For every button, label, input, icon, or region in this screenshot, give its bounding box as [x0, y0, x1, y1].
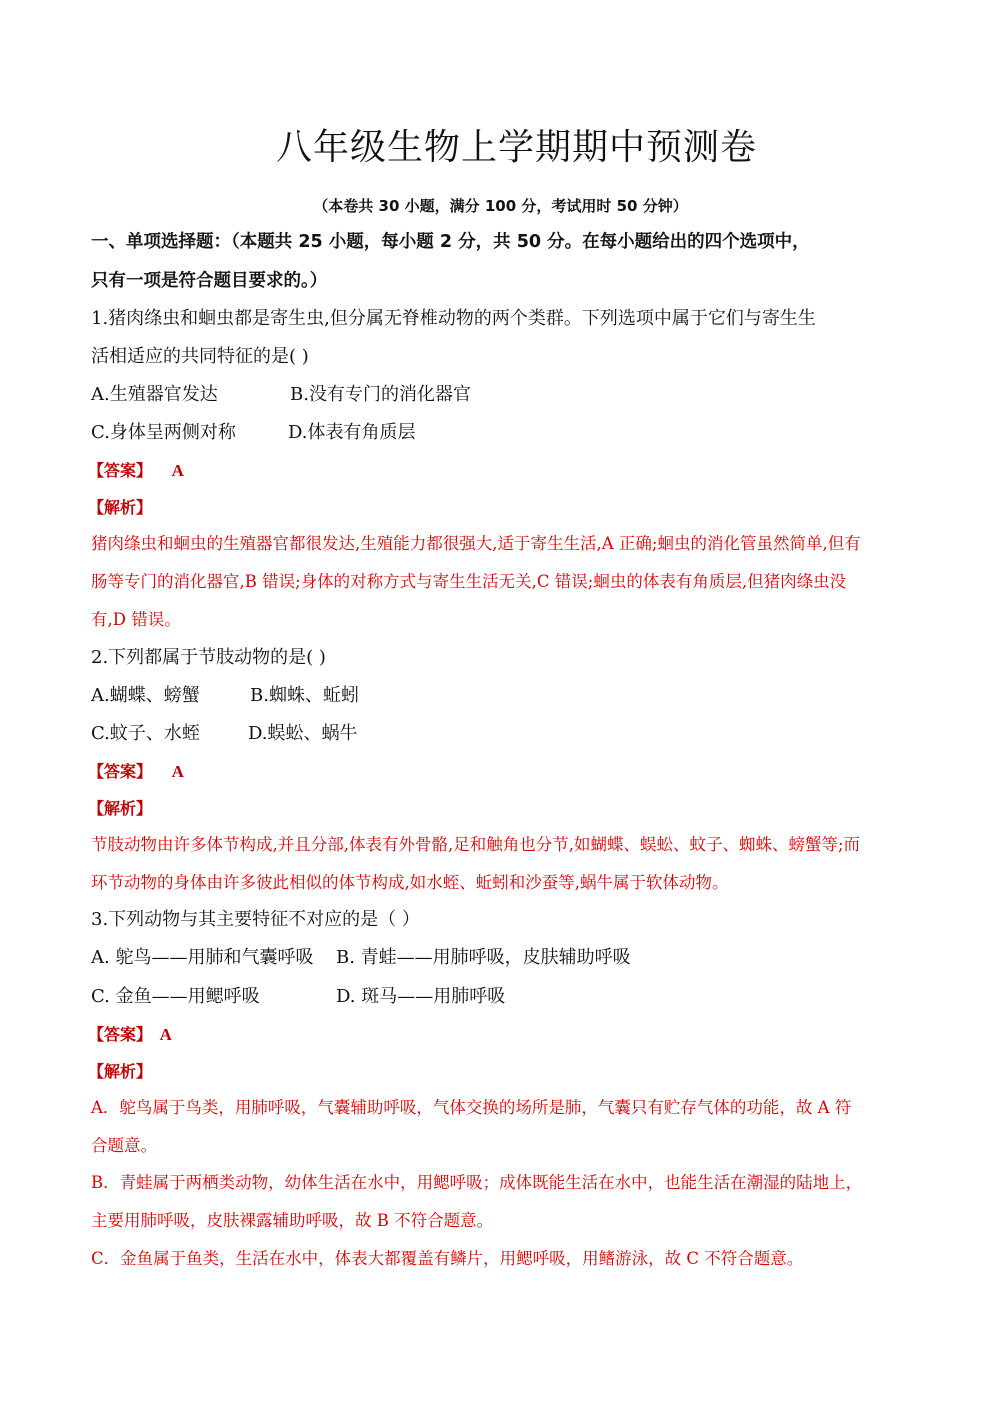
q3-analysis-line-1: A．鸵鸟属于鸟类，用肺呼吸，气囊辅助呼吸，气体交换的场所是肺，气囊只有贮存气体的功能，故 A 符 — [91, 1098, 852, 1117]
q3-stem: 3.下列动物与其主要特征不对应的是（ ） — [91, 909, 420, 930]
q2-option-b: B.蜘蛛、蚯蚓 — [250, 685, 359, 706]
q2-answer-row — [88, 759, 908, 785]
q2-stem: 2.下列都属于节肢动物的是( ) — [91, 647, 326, 668]
q2-option-d: D.蜈蚣、蜗牛 — [248, 723, 358, 744]
q2-analysis-line-2: 环节动物的身体由许多彼此相似的体节构成,如水蛭、蚯蚓和沙蚕等,蜗牛属于软体动物。 — [91, 873, 729, 892]
q2-option-a: A.蝴蝶、螃蟹 — [91, 685, 200, 706]
q1-answer: A — [171, 461, 184, 480]
q1-option-c: C.身体呈两侧对称 — [91, 422, 236, 443]
q1-analysis-line-1: 猪肉绦虫和蛔虫的生殖器官都很发达,生殖能力都很强大,适于寄生生活,A 正确;蛔虫的消化管虽然简单,但有 — [91, 534, 861, 553]
q1-stem-line-2: 活相适应的共同特征的是( ) — [91, 346, 309, 367]
answer-label: 【答案】 — [88, 461, 153, 480]
q1-option-b: B.没有专门的消化器官 — [290, 384, 471, 405]
q3-option-a: A. 鸵鸟——用肺和气囊呼吸 — [91, 947, 314, 968]
q3-analysis-line-2: 合题意。 — [91, 1136, 157, 1155]
q2-option-c: C.蚊子、水蛭 — [91, 723, 200, 744]
q3-analysis-line-4: 主要用肺呼吸，皮肤裸露辅助呼吸，故 B 不符合题意。 — [91, 1211, 494, 1230]
q2-answer: A — [171, 762, 184, 781]
q2-analysis-line-1: 节肢动物由许多体节构成,并且分部,体表有外骨骼,足和触角也分节,如蝴蝶、蜈蚣、蚊子、蜘蛛、螃蟹等;而 — [91, 835, 861, 854]
answer-label: 【答案】 — [88, 762, 153, 781]
exam-info: （本卷共 30 小题，满分 100 分，考试用时 50 分钟） — [313, 197, 688, 215]
section-heading-line-2: 只有一项是符合题目要求的。） — [91, 271, 328, 291]
q3-answer-row — [88, 1022, 908, 1048]
q1-answer-row — [88, 458, 908, 484]
q1-analysis-line-3: 有,D 错误。 — [91, 610, 181, 629]
q3-answer: A — [159, 1025, 172, 1044]
q3-option-b: B. 青蛙——用肺呼吸，皮肤辅助呼吸 — [336, 947, 631, 968]
q3-analysis-line-3: B．青蛙属于两栖类动物，幼体生活在水中，用鳃呼吸；成体既能生活在水中，也能生活在潮湿的陆地上， — [91, 1173, 863, 1192]
q3-analysis-label: 【解析】 — [88, 1062, 153, 1081]
q1-option-a: A.生殖器官发达 — [91, 384, 218, 405]
q3-option-c: C. 金鱼——用鳃呼吸 — [91, 986, 260, 1007]
q1-analysis-label: 【解析】 — [88, 498, 153, 517]
page-title: 八年级生物上学期期中预测卷 — [275, 127, 757, 168]
q3-analysis-line-5: C．金鱼属于鱼类，生活在水中，体表大都覆盖有鳞片，用鳃呼吸，用鳍游泳，故 C 不符合题意。 — [91, 1249, 804, 1268]
q3-option-d: D. 斑马——用肺呼吸 — [336, 986, 506, 1007]
answer-label: 【答案】 — [88, 1025, 153, 1044]
q1-stem-line-1: 1.猪肉绦虫和蛔虫都是寄生虫,但分属无脊椎动物的两个类群。下列选项中属于它们与寄生生 — [91, 308, 816, 329]
q1-option-d: D.体表有角质层 — [288, 422, 416, 443]
section-heading-line-1: 一、单项选择题：（本题共 25 小题，每小题 2 分，共 50 分。在每小题给出的四个选项中， — [91, 232, 810, 252]
q2-analysis-label: 【解析】 — [88, 799, 153, 818]
q1-analysis-line-2: 肠等专门的消化器官,B 错误;身体的对称方式与寄生生活无关,C 错误;蛔虫的体表有角质层,但猪肉绦虫没 — [91, 572, 847, 591]
